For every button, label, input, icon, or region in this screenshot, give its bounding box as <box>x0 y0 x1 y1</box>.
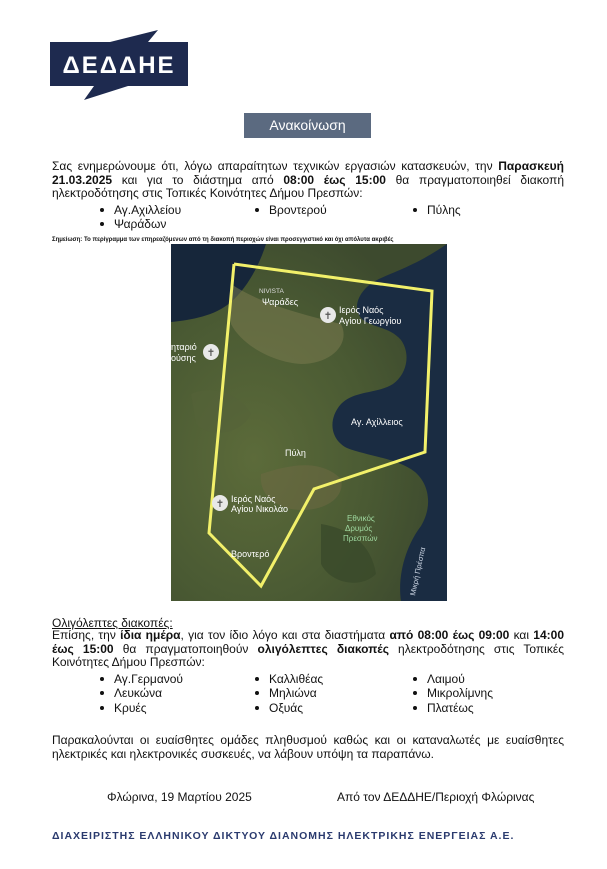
list-item: Λαιμού <box>413 672 465 686</box>
list-item: Οξυάς <box>255 701 303 715</box>
map-label-mikri-prespa: Μικρή Πρέσπα <box>408 546 428 597</box>
so-time-2: 14:00 έως 15:00 <box>52 628 564 656</box>
svg-text:✝: ✝ <box>206 348 216 359</box>
logo-text: ΔΕΔΔΗΕ <box>62 52 176 79</box>
church-pin-icon <box>212 495 228 511</box>
map-label-church2-2: Αγίου Νικολάο <box>231 504 289 514</box>
intro-text-1: Σας ενημερώνουμε ότι, λόγω απαραίτητων τεχνικών εργασιών κατασκευών, την <box>52 159 499 173</box>
announcement-title: Ανακοίνωση <box>244 113 371 138</box>
list-item: Πύλης <box>413 203 461 217</box>
svg-text:✝: ✝ <box>215 499 225 510</box>
so-text-5: ηλεκτροδότησης στις Τοπικές Κοινότητες Δήμου Πρεσπών: <box>52 641 564 669</box>
map-label-church2: Ιερός Ναός <box>231 494 276 504</box>
dedde-logo <box>50 30 188 100</box>
map-label-museum: ηταριό <box>171 342 197 352</box>
so-text-1: Επίσης, την <box>52 628 121 642</box>
map-label-church1-2: Αγίου Γεωργίου <box>339 316 402 326</box>
svg-text:✝: ✝ <box>323 311 333 322</box>
so-brief: ολιγόλεπτες διακοπές <box>257 641 389 656</box>
list-item: Μηλιώνα <box>255 686 317 700</box>
so-text-3: και <box>509 628 534 642</box>
sender: Από τον ΔΕΔΔΗΕ/Περιοχή Φλώρινας <box>337 790 535 804</box>
map-label-vrontero: Βροντερό <box>231 549 270 559</box>
footer-company-name: ΔΙΑΧΕΙΡΙΣΤΗΣ ΕΛΛΗΝΙΚΟΥ ΔΙΚΤΥΟΥ ΔΙΑΝΟΜΗΣ ΗΛΕΚΤΡΙΚΗΣ ΕΝΕΡΓΕΙΑΣ Α.Ε. <box>52 830 515 842</box>
outage-area-map <box>171 244 447 601</box>
museum-pin-icon <box>203 344 219 360</box>
short-outages-title: Ολιγόλεπτες διακοπές: <box>52 616 173 630</box>
intro-paragraph <box>52 160 564 201</box>
map-label-park: Εθνικός <box>347 514 375 523</box>
map-label-church1: Ιερός Ναός <box>339 305 384 315</box>
place-date: Φλώρινα, 19 Μαρτίου 2025 <box>107 790 252 804</box>
closing-paragraph: Παρακαλούνται οι ευαίσθητες ομάδες πληθυσμού καθώς και οι καταναλωτές με ευαίσθητες ηλεκτρικές και ηλεκτρονικές συσκευές, να λάβουν υπόψη τα παραπάνω. <box>52 733 564 761</box>
outage-day: Παρασκευή 21.03.2025 <box>52 159 564 187</box>
so-text-2: , για τον ίδιο λόγο και στα διαστήματα <box>180 628 390 642</box>
intro-text-2: και για το διάστημα από <box>112 172 284 187</box>
intro-text-3: θα πραγματοποιηθεί διακοπή ηλεκτροδότησης στις Τοπικές Κοινότητες Δήμου Πρεσπών: <box>52 172 564 200</box>
map-label-nivista: NIVISTA <box>259 288 284 295</box>
list-item: Αγ.Αχιλλείου <box>100 203 181 217</box>
map-label-museum-2: ούσης <box>171 353 196 363</box>
map-label-psarades: Ψαράδες <box>262 297 299 307</box>
map-label-park-3: Πρεσπών <box>343 534 378 543</box>
church-pin-icon <box>320 307 336 323</box>
list-item: Βροντερού <box>255 203 327 217</box>
map-label-park-2: Δρυμός <box>345 524 373 533</box>
short-outages-paragraph <box>52 629 564 670</box>
list-item: Πλατέως <box>413 701 474 715</box>
map-note: Σημείωση: Το περίγραμμα των επηρεαζόμενων από τη διακοπή περιοχών είναι προσεγγιστικό και όχι απόλυτα ακριβές <box>52 237 394 243</box>
so-text-4: θα πραγματοποιηθούν <box>113 641 258 656</box>
list-item: Λευκώνα <box>100 686 162 700</box>
list-item: Αγ.Γερμανού <box>100 672 183 686</box>
so-time-1: από 08:00 έως 09:00 <box>389 628 510 642</box>
map-label-agachilleios: Αγ. Αχίλλειος <box>351 417 403 427</box>
list-item: Μικρολίμνης <box>413 686 493 700</box>
outage-time: 08:00 έως 15:00 <box>283 172 386 187</box>
list-item: Ψαράδων <box>100 217 166 231</box>
list-item: Καλλιθέας <box>255 672 323 686</box>
list-item: Κρυές <box>100 701 147 715</box>
map-label-pyli: Πύλη <box>285 448 306 458</box>
so-same-day: ίδια ημέρα <box>120 628 181 642</box>
